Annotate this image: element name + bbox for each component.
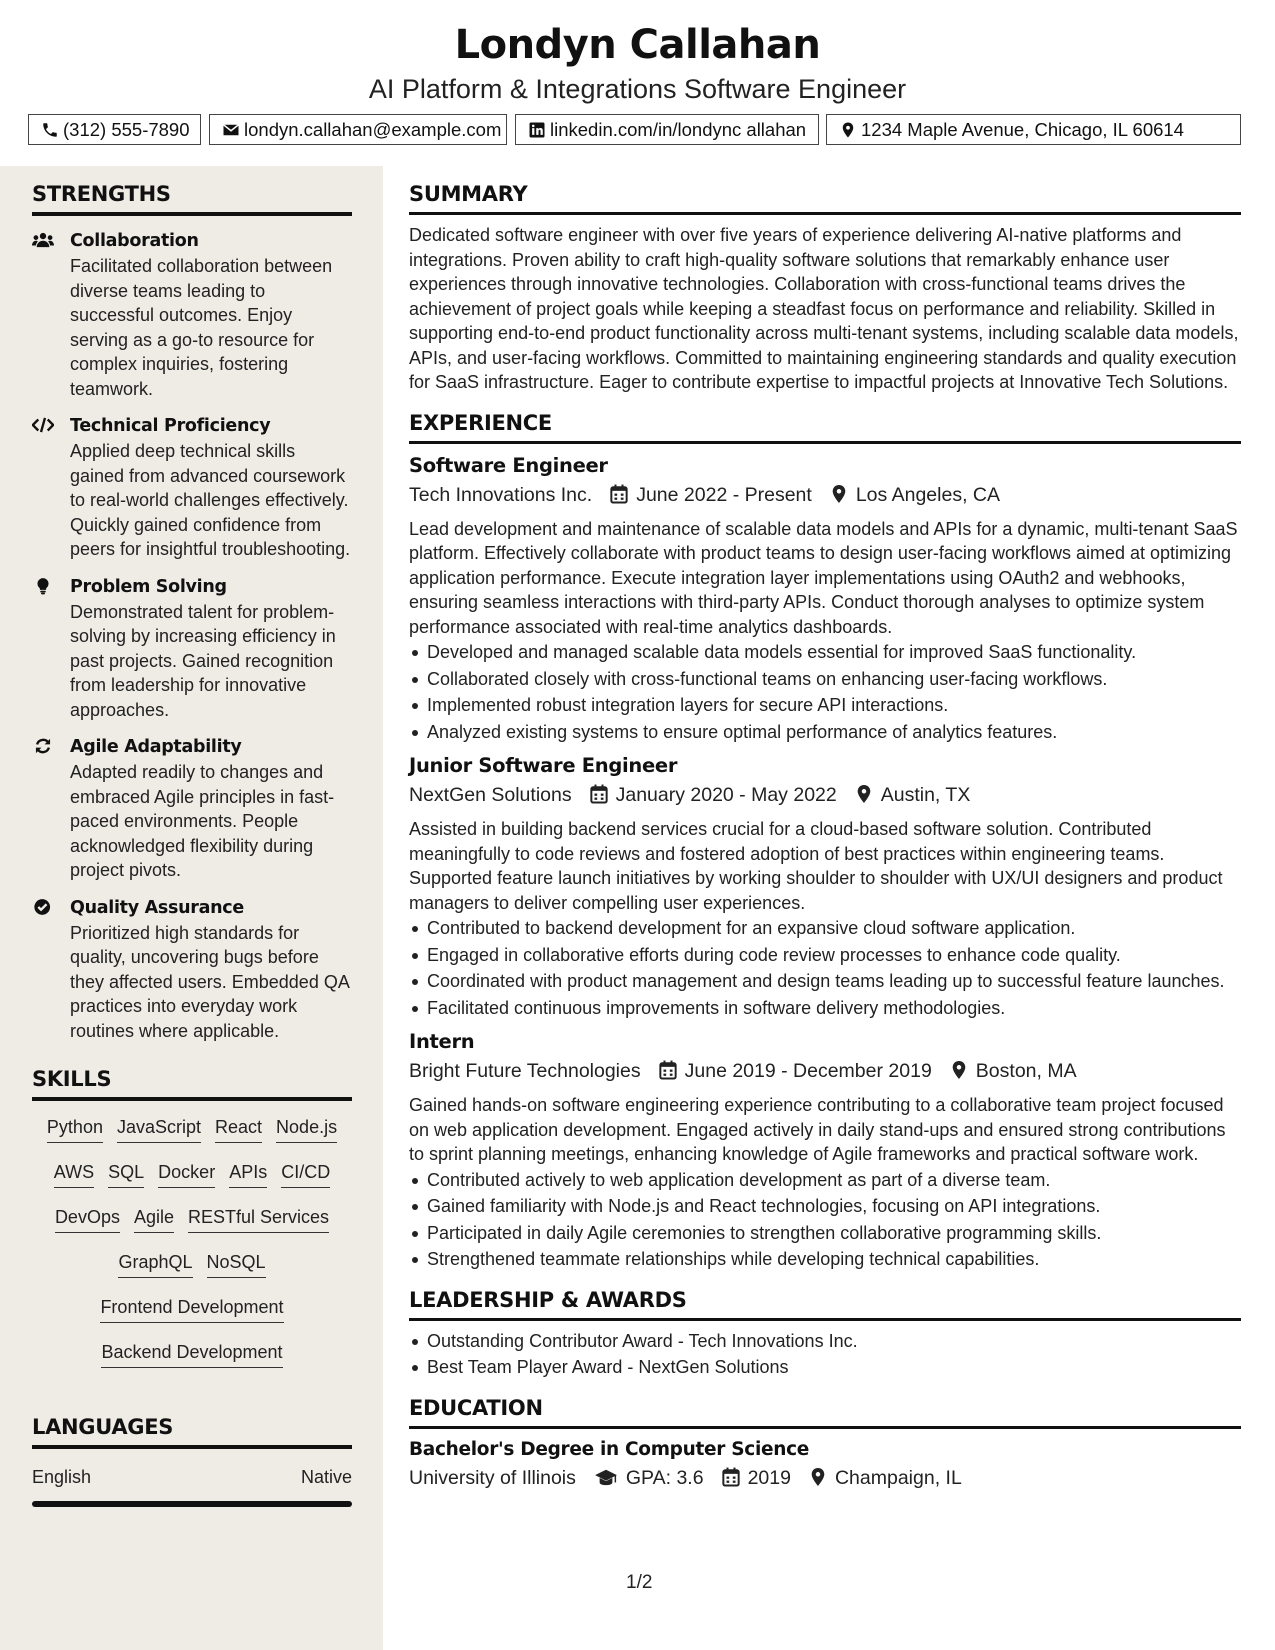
- page-number: 1/2: [626, 1572, 653, 1593]
- job-entry: [409, 454, 1241, 745]
- lightbulb-icon: [32, 576, 54, 596]
- calendar-icon: [722, 1467, 740, 1487]
- job-bullets: [409, 916, 1241, 1020]
- map-pin-icon: [855, 784, 873, 804]
- contact-email-text: londyn.callahan@example.com: [244, 119, 502, 140]
- summary-heading: SUMMARY: [409, 182, 1241, 215]
- job-location: Boston, MA: [975, 1060, 1077, 1082]
- education-gpa: GPA: 3.6: [625, 1466, 704, 1489]
- phone-icon: [41, 121, 59, 139]
- job-dates: June 2022 - Present: [636, 483, 812, 506]
- candidate-title: AI Platform & Integrations Software Engineer: [368, 74, 907, 104]
- list-item: Facilitated continuous improvements in software delivery methodologies.: [409, 996, 1241, 1021]
- language-level-bar: [32, 1501, 352, 1507]
- education-school: University of Illinois: [409, 1466, 576, 1489]
- skills-list: [32, 1115, 352, 1385]
- list-item: Gained familiarity with Node.js and React technologies, focusing on API integrations.: [409, 1194, 1241, 1219]
- list-item: Analyzed existing systems to ensure optimal performance of analytics features.: [409, 720, 1241, 745]
- contact-email[interactable]: [209, 114, 507, 145]
- job-meta: [409, 1057, 1241, 1085]
- contact-linkedin-text: linkedin.com/in/londync allahan: [550, 119, 807, 140]
- strength-desc: Applied deep technical skills gained from advanced coursework to real-world challenges effectively. Quickly gained confidence from peers for insightful troubleshooting.: [70, 441, 351, 559]
- skill-tag: RESTful Services: [188, 1205, 329, 1233]
- map-pin-icon: [839, 121, 857, 139]
- main-content: [409, 166, 1241, 1492]
- skill-tag: Python: [47, 1115, 103, 1143]
- strength-title: Problem Solving: [70, 576, 227, 597]
- education-heading: EDUCATION: [409, 1396, 1241, 1429]
- job-title: Software Engineer: [409, 453, 608, 477]
- job-company: Bright Future Technologies: [409, 1060, 641, 1082]
- code-icon: [32, 415, 54, 435]
- skill-tag: React: [215, 1115, 262, 1143]
- strength-desc: Prioritized high standards for quality, uncovering bugs before they affected users. Embedded QA practices into everyday work routines where applicable.: [70, 922, 349, 1041]
- strengths-heading: STRENGTHS: [32, 182, 352, 216]
- strength-item: [32, 734, 352, 883]
- linkedin-icon: [528, 121, 546, 139]
- graduation-cap-icon: [594, 1467, 618, 1487]
- strength-item: [32, 413, 352, 562]
- languages-heading: LANGUAGES: [32, 1415, 352, 1449]
- job-description: Assisted in building backend services crucial for a cloud-based software solution. Contributed meaningfully to code reviews and fostered adoption of best practices within engineering teams. Supported feature launch initiatives by working shoulder to shoulder with UX/UI designers and product managers to deliver compelling user experiences.: [409, 819, 1223, 913]
- contact-phone[interactable]: [28, 114, 201, 145]
- contact-linkedin[interactable]: [515, 114, 819, 145]
- job-bullets: [409, 1168, 1241, 1272]
- list-item: Developed and managed scalable data models essential for improved SaaS functionality.: [409, 640, 1241, 665]
- strength-title: Technical Proficiency: [70, 416, 271, 436]
- language-name: English: [32, 1467, 92, 1487]
- job-meta: [409, 781, 1241, 809]
- sidebar: [0, 166, 383, 1650]
- list-item: Coordinated with product management and design teams leading up to successful feature launches.: [409, 969, 1241, 994]
- refresh-icon: [32, 736, 54, 756]
- job-dates: June 2019 - December 2019: [684, 1060, 932, 1082]
- resume-header: [0, 0, 1275, 160]
- strength-desc: Demonstrated talent for problem-solving by increasing efficiency in past projects. Gained recognition from leadership for innovative approaches.: [70, 601, 336, 720]
- contact-address: [826, 114, 1241, 145]
- education-meta: [409, 1464, 1241, 1492]
- contact-bar: [28, 114, 1242, 145]
- candidate-name: Londyn Callahan: [454, 22, 821, 68]
- list-item: Collaborated closely with cross-functional teams on enhancing user-facing workflows.: [409, 667, 1241, 692]
- skill-tag: SQL: [108, 1160, 144, 1188]
- users-icon: [32, 230, 54, 250]
- list-item: Strengthened teammate relationships while developing technical capabilities.: [409, 1247, 1241, 1272]
- job-company: Tech Innovations Inc.: [409, 483, 593, 506]
- list-item: Best Team Player Award - NextGen Solutions: [409, 1355, 1241, 1380]
- map-pin-icon: [830, 484, 848, 504]
- awards-heading: LEADERSHIP & AWARDS: [409, 1288, 1241, 1321]
- skills-heading: SKILLS: [32, 1067, 352, 1101]
- job-meta: [409, 481, 1241, 509]
- strength-item: [32, 228, 352, 401]
- job-dates: January 2020 - May 2022: [615, 784, 837, 806]
- skill-tag: Frontend Development: [100, 1295, 283, 1323]
- skill-tag: AWS: [54, 1160, 94, 1188]
- job-description: Lead development and maintenance of scalable data models and APIs for a dynamic, multi-tenant SaaS platform. Effectively collaborate with product teams to design user-facing workflows aimed at optimizing application performance. Execute integration layer implementations using OAuth2 and webhooks, ensuring seamless interactions with third-party APIs. Conduct thorough analyses to optimize system performance associated with real-time analytics dashboards.: [409, 518, 1238, 637]
- job-title: Intern: [409, 1030, 475, 1053]
- job-location: Los Angeles, CA: [855, 483, 1001, 506]
- strength-desc: Adapted readily to changes and embraced Agile principles in fast-paced environments. People acknowledged flexibility during project pivots.: [70, 762, 335, 880]
- skill-tag: DevOps: [55, 1205, 120, 1233]
- skill-tag: CI/CD: [281, 1160, 330, 1188]
- job-company: NextGen Solutions: [409, 784, 572, 806]
- map-pin-icon: [809, 1467, 827, 1487]
- education-degree: Bachelor's Degree in Computer Science: [409, 1438, 810, 1460]
- job-entry: [409, 1030, 1241, 1272]
- skill-tag: Docker: [158, 1160, 215, 1188]
- job-entry: [409, 754, 1241, 1020]
- list-item: Contributed actively to web application development as part of a diverse team.: [409, 1168, 1241, 1193]
- envelope-icon: [222, 121, 240, 139]
- skill-tag: Agile: [134, 1205, 174, 1233]
- skill-tag: JavaScript: [117, 1115, 201, 1143]
- language-item: [32, 1467, 352, 1495]
- strength-title: Collaboration: [70, 231, 199, 251]
- language-level: Native: [300, 1467, 352, 1487]
- map-pin-icon: [950, 1060, 968, 1080]
- calendar-icon: [590, 784, 608, 804]
- calendar-icon: [610, 484, 628, 504]
- strength-title: Agile Adaptability: [70, 737, 242, 757]
- skill-tag: Backend Development: [101, 1340, 282, 1368]
- job-title: Junior Software Engineer: [409, 754, 678, 777]
- job-bullets: [409, 640, 1241, 744]
- job-description: Gained hands-on software engineering experience contributing to a collaborative team project focused on web application development. Engaged actively in daily stand-ups and ensured strong contributions to sprint planning meetings, enhancing knowledge of Agile frameworks and practical software work.: [409, 1095, 1226, 1164]
- check-circle-icon: [32, 897, 54, 917]
- list-item: Engaged in collaborative efforts during code review processes to enhance code quality.: [409, 943, 1241, 968]
- list-item: Participated in daily Agile ceremonies to strengthen collaborative programming skills.: [409, 1221, 1241, 1246]
- strength-item: [32, 574, 352, 723]
- experience-heading: EXPERIENCE: [409, 411, 1241, 444]
- education-year: 2019: [747, 1466, 791, 1489]
- education-location: Champaign, IL: [834, 1466, 962, 1489]
- summary-text: Dedicated software engineer with over five years of experience delivering AI-native platforms and integrations. Proven ability to craft high-quality software solutions that remarkably enhance user experiences through innovative technologies. Collaboration with cross-functional teams drives the achievement of project goals while keeping a steadfast focus on performance and reliability. Skilled in supporting end-to-end product functionality across multi-tenant systems, including scalable data models, APIs, and user-facing workflows. Committed to maintaining engineering standards and quality execution for SaaS infrastructure. Eager to contribute expertise to impactful projects at Innovative Tech Solutions.: [409, 225, 1239, 392]
- list-item: Contributed to backend development for an expansive cloud software application.: [409, 916, 1241, 941]
- list-item: Implemented robust integration layers for secure API interactions.: [409, 693, 1241, 718]
- job-location: Austin, TX: [880, 784, 971, 806]
- skill-tag: GraphQL: [118, 1250, 192, 1278]
- calendar-icon: [659, 1060, 677, 1080]
- skill-tag: NoSQL: [207, 1250, 266, 1278]
- awards-list: [409, 1329, 1241, 1380]
- contact-address-text: 1234 Maple Avenue, Chicago, IL 60614: [861, 119, 1184, 140]
- list-item: Outstanding Contributor Award - Tech Innovations Inc.: [409, 1329, 1241, 1354]
- strength-desc: Facilitated collaboration between diverse teams leading to successful outcomes. Enjoy serving as a go-to resource for complex inquiries, fostering teamwork.: [70, 256, 333, 399]
- skill-tag: APIs: [229, 1160, 267, 1188]
- skill-tag: Node.js: [276, 1115, 337, 1143]
- contact-phone-text: (312) 555-7890: [63, 119, 190, 140]
- strength-item: [32, 895, 352, 1044]
- strength-title: Quality Assurance: [70, 897, 244, 918]
